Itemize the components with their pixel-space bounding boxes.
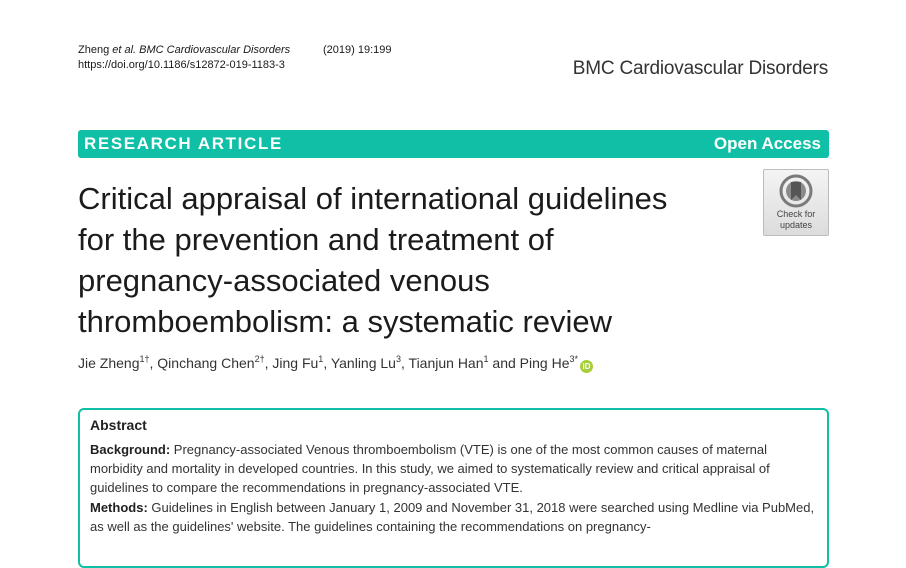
citation-journal-line: [78, 43, 392, 58]
article-title: [78, 178, 758, 342]
orcid-icon[interactable]: iD: [580, 360, 593, 373]
author-name: Qinchang Chen: [157, 355, 255, 371]
author-affiliation: 2†: [254, 354, 265, 364]
author-name: Ping He: [519, 355, 570, 371]
author-affiliation: 3: [395, 354, 401, 364]
abstract-methods: [90, 498, 817, 536]
methods-text: Guidelines in English between January 1, 2009 and November 31, 2018 were searched using Medline via PubMed, as well as the guidelines' website. The guidelines containing the recommendations on pregnancy-: [90, 500, 815, 534]
journal-name: BMC Cardiovascular Disorders: [572, 58, 828, 79]
abstract-heading: Abstract: [90, 417, 147, 433]
author-list: [78, 354, 593, 373]
article-type-label: RESEARCH ARTICLE: [84, 134, 283, 153]
abstract-box: [78, 408, 829, 568]
methods-label: Methods:: [90, 500, 148, 515]
bookmark-circle-icon: [779, 174, 813, 208]
citation-journal: BMC Cardiovascular Disorders: [139, 44, 291, 56]
check-updates-line1: Check for: [776, 209, 816, 219]
author-separator: and: [488, 355, 520, 371]
title-line: thromboembolism: a systematic review: [78, 304, 613, 339]
author-affiliation: 1†: [139, 354, 150, 364]
citation-authors: Zheng: [78, 44, 113, 56]
citation-block: [78, 43, 392, 73]
citation-year-volume: (2019) 19:199: [323, 44, 392, 56]
author-name: Tianjun Han: [408, 355, 484, 371]
background-label: Background:: [90, 442, 171, 457]
check-for-updates-button[interactable]: [763, 169, 829, 236]
check-updates-line2: updates: [779, 220, 813, 230]
abstract-background: [90, 440, 817, 497]
title-line: Critical appraisal of international guidelines: [78, 181, 668, 216]
author-name: Jie Zheng: [78, 355, 140, 371]
open-access-label: Open Access: [713, 134, 821, 153]
title-line: pregnancy-associated venous: [78, 263, 490, 298]
citation-doi-link[interactable]: https://doi.org/10.1186/s12872-019-1183-3: [78, 59, 285, 71]
title-line: for the prevention and treatment of: [78, 222, 554, 257]
author-name: Jing Fu: [272, 355, 319, 371]
author-affiliation: 1: [483, 354, 489, 364]
background-text: Pregnancy-associated Venous thromboembolism (VTE) is one of the most common causes of maternal morbidity and mortality in developed countries. In this study, we aimed to systematically review and critical appraisal of guidelines to compare the recommendations in pregnancy-associated VTE.: [90, 442, 770, 495]
article-type-banner: [78, 130, 829, 158]
author-affiliation: 1: [318, 354, 324, 364]
citation-etal: et al.: [112, 44, 137, 56]
author-separator: ,: [401, 355, 409, 371]
author-separator: ,: [149, 355, 158, 371]
author-separator: ,: [264, 355, 273, 371]
author-separator: ,: [323, 355, 331, 371]
author-affiliation: 3*: [569, 354, 578, 364]
author-name: Yanling Lu: [330, 355, 396, 371]
